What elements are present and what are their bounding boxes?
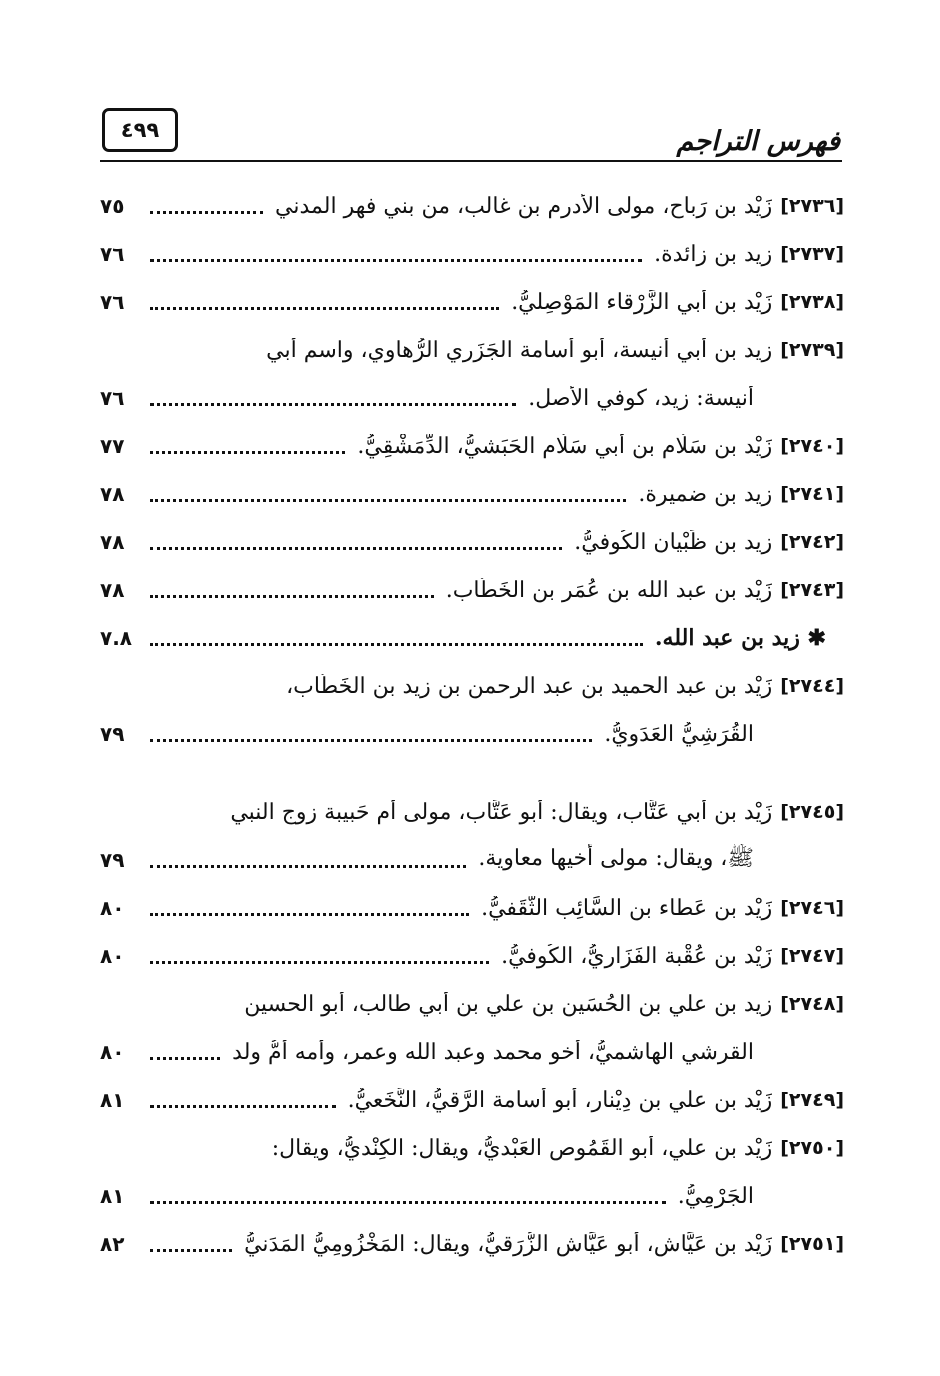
index-entry-line	[100, 374, 844, 422]
entry-page-number: ٧.٨	[100, 626, 133, 650]
index-entry-line	[100, 278, 844, 326]
entry-name: زَيْد بن رَباح، مولى الأدرم بن غالب، من بني فهر المدني	[275, 193, 773, 219]
index-entry-line	[100, 1124, 844, 1172]
entry-page-number: ٧٧	[100, 434, 125, 458]
index-entry-line	[100, 566, 844, 614]
index-entry-line	[100, 518, 844, 566]
entry-name: زَيْد بن سَلَّام بن أبي سَلَّام الحَبَشيُّ، الدِّمَشْقِيُّ.	[357, 433, 773, 459]
dot-leader	[150, 403, 516, 406]
page-number: ٤٩٩	[120, 118, 160, 142]
index-entry-line	[100, 1076, 844, 1124]
entry-page-number: ٧٦	[100, 386, 125, 410]
entry-number: [٢٧٣٦]	[780, 195, 844, 217]
entry-continuation-text: القُرَشِيُّ العَدَوِيُّ.	[604, 721, 754, 747]
entry-number: [٢٧٤٦]	[780, 897, 844, 919]
index-entry-line	[100, 932, 844, 980]
entry-name: زيد بن أبي أُنيسة، أبو أُسامة الجَزَرِي الرُّهاوي، واسم أبي	[266, 337, 773, 363]
entry-continuation-text: أُنيسة: زيد، كوفي الأصل.	[528, 385, 754, 411]
entry-name: زَيْد بن أبي عَتَّاب، ويقال: أبو عَتَّاب، مولى أم حَبيبة زوج النبي	[230, 799, 773, 825]
entry-number: [٢٧٥١]	[780, 1233, 844, 1255]
dot-leader	[150, 865, 466, 868]
cross-reference-entry: ✱ زيد بن عبد الله.	[654, 625, 826, 651]
index-entry-line	[100, 662, 844, 710]
dot-leader	[150, 211, 263, 214]
entry-number: [٢٧٤٨]	[780, 993, 844, 1015]
entry-page-number: ٨٠	[100, 1040, 125, 1064]
index-entry-line	[100, 1220, 844, 1268]
entry-name: زَيْد بن عبد الحميد بن عبد الرحمن بن زيد بن الخَطَّاب،	[286, 673, 773, 699]
entry-number: [٢٧٤٧]	[780, 945, 844, 967]
entry-page-number: ٧٨	[100, 530, 125, 554]
index-entry-line	[100, 980, 844, 1028]
entry-number: [٢٧٣٩]	[780, 339, 844, 361]
entry-number: [٢٧٤١]	[780, 483, 844, 505]
index-entry-line	[100, 182, 844, 230]
entry-page-number: ٧٨	[100, 578, 125, 602]
index-entry-line	[100, 230, 844, 278]
entry-page-number: ٧٨	[100, 482, 125, 506]
biography-index-list	[100, 182, 844, 1268]
entry-page-number: ٧٦	[100, 290, 125, 314]
entry-page-number: ٧٦	[100, 242, 125, 266]
dot-leader	[150, 961, 489, 964]
entry-page-number: ٨٢	[100, 1232, 125, 1256]
index-entry-line	[100, 836, 844, 884]
dot-leader	[150, 1105, 336, 1108]
entry-number: [٢٧٤٩]	[780, 1089, 844, 1111]
entry-name: زيد بن زائدة.	[654, 241, 773, 267]
index-entry-line	[100, 326, 844, 374]
entry-number: [٢٧٣٨]	[780, 291, 844, 313]
entry-name: زَيْد بن علي، أبو القَمُوص العَبْديُّ، ويقال: الكِنْديُّ، ويقال:	[271, 1135, 773, 1161]
entry-page-number: ٨٠	[100, 896, 125, 920]
entry-name: زَيْد بن عَيَّاش، أبو عَيَّاش الزُّرَقيُّ، ويقال: المَخْزُومِيُّ المَدَنيُّ	[244, 1231, 773, 1257]
entry-name: زيد بن ضميرة.	[638, 481, 773, 507]
dot-leader	[150, 1057, 220, 1060]
index-entry-line	[100, 422, 844, 470]
running-header-title: فهرس التراجم	[676, 126, 840, 157]
entry-continuation-text: ﷺ، ويقال: مولى أخيها معاوية.	[478, 846, 754, 871]
dot-leader	[150, 1201, 666, 1204]
index-entry-line	[100, 470, 844, 518]
index-entry-line	[100, 788, 844, 836]
index-entry-line	[100, 710, 844, 758]
entry-number: [٢٧٤٤]	[780, 675, 844, 697]
entry-number: [٢٧٤٢]	[780, 531, 844, 553]
dot-leader	[150, 643, 643, 646]
entry-page-number: ٨٠	[100, 944, 125, 968]
entry-name: زَيْد بن عبد الله بن عُمَر بن الخَطَّاب.	[445, 577, 773, 603]
index-entry-line	[100, 614, 844, 662]
dot-leader	[150, 307, 499, 310]
entry-number: [٢٧٥٠]	[780, 1137, 844, 1159]
index-entry-line	[100, 884, 844, 932]
entry-continuation-text: القرشي الهاشميُّ، أخو محمد وعبد الله وعمر، وأُمه أُمُّ ولد	[232, 1039, 754, 1065]
entry-number: [٢٧٣٧]	[780, 243, 844, 265]
entry-page-number: ٧٥	[100, 194, 125, 218]
entry-number: [٢٧٤٣]	[780, 579, 844, 601]
entry-name: زَيْد بن عُقْبة الفَزَارِيُّ، الكُوفيُّ.	[501, 943, 773, 969]
dot-leader	[150, 499, 626, 502]
entry-number: [٢٧٤٠]	[780, 435, 844, 457]
entry-page-number: ٧٩	[100, 848, 125, 872]
dot-leader	[150, 1249, 232, 1252]
entry-name: زيد بن علي بن الحُسَين بن علي بن أبي طالب، أبو الحسين	[244, 991, 773, 1017]
header-rule	[100, 160, 842, 162]
index-entry-line	[100, 1028, 844, 1076]
dot-leader	[150, 451, 345, 454]
entry-name: زَيْد بن علي بن دِيْنار، أبو أُسامة الرَّقيُّ، النَّخَعيُّ.	[347, 1087, 773, 1113]
dot-leader	[150, 547, 562, 550]
entry-continuation-text: الجَرْمِيُّ.	[677, 1183, 754, 1209]
index-entry-line	[100, 1172, 844, 1220]
entry-page-number: ٧٩	[100, 722, 125, 746]
entry-name: زيد بن ظَبْيان الكُوفيُّ.	[574, 529, 773, 555]
dot-leader	[150, 739, 592, 742]
entry-name: زَيْد بن عَطاء بن السَّائِب الثَّقَفيُّ.	[481, 895, 773, 921]
entry-page-number: ٨١	[100, 1184, 125, 1208]
page-number-box	[102, 108, 178, 152]
dot-leader	[150, 913, 469, 916]
dot-leader	[150, 259, 642, 262]
dot-leader	[150, 595, 434, 598]
entry-name: زَيْد بن أبي الزَّرْقاء المَوْصِليُّ.	[511, 289, 773, 315]
entry-number: [٢٧٤٥]	[780, 801, 844, 823]
entry-page-number: ٨١	[100, 1088, 125, 1112]
